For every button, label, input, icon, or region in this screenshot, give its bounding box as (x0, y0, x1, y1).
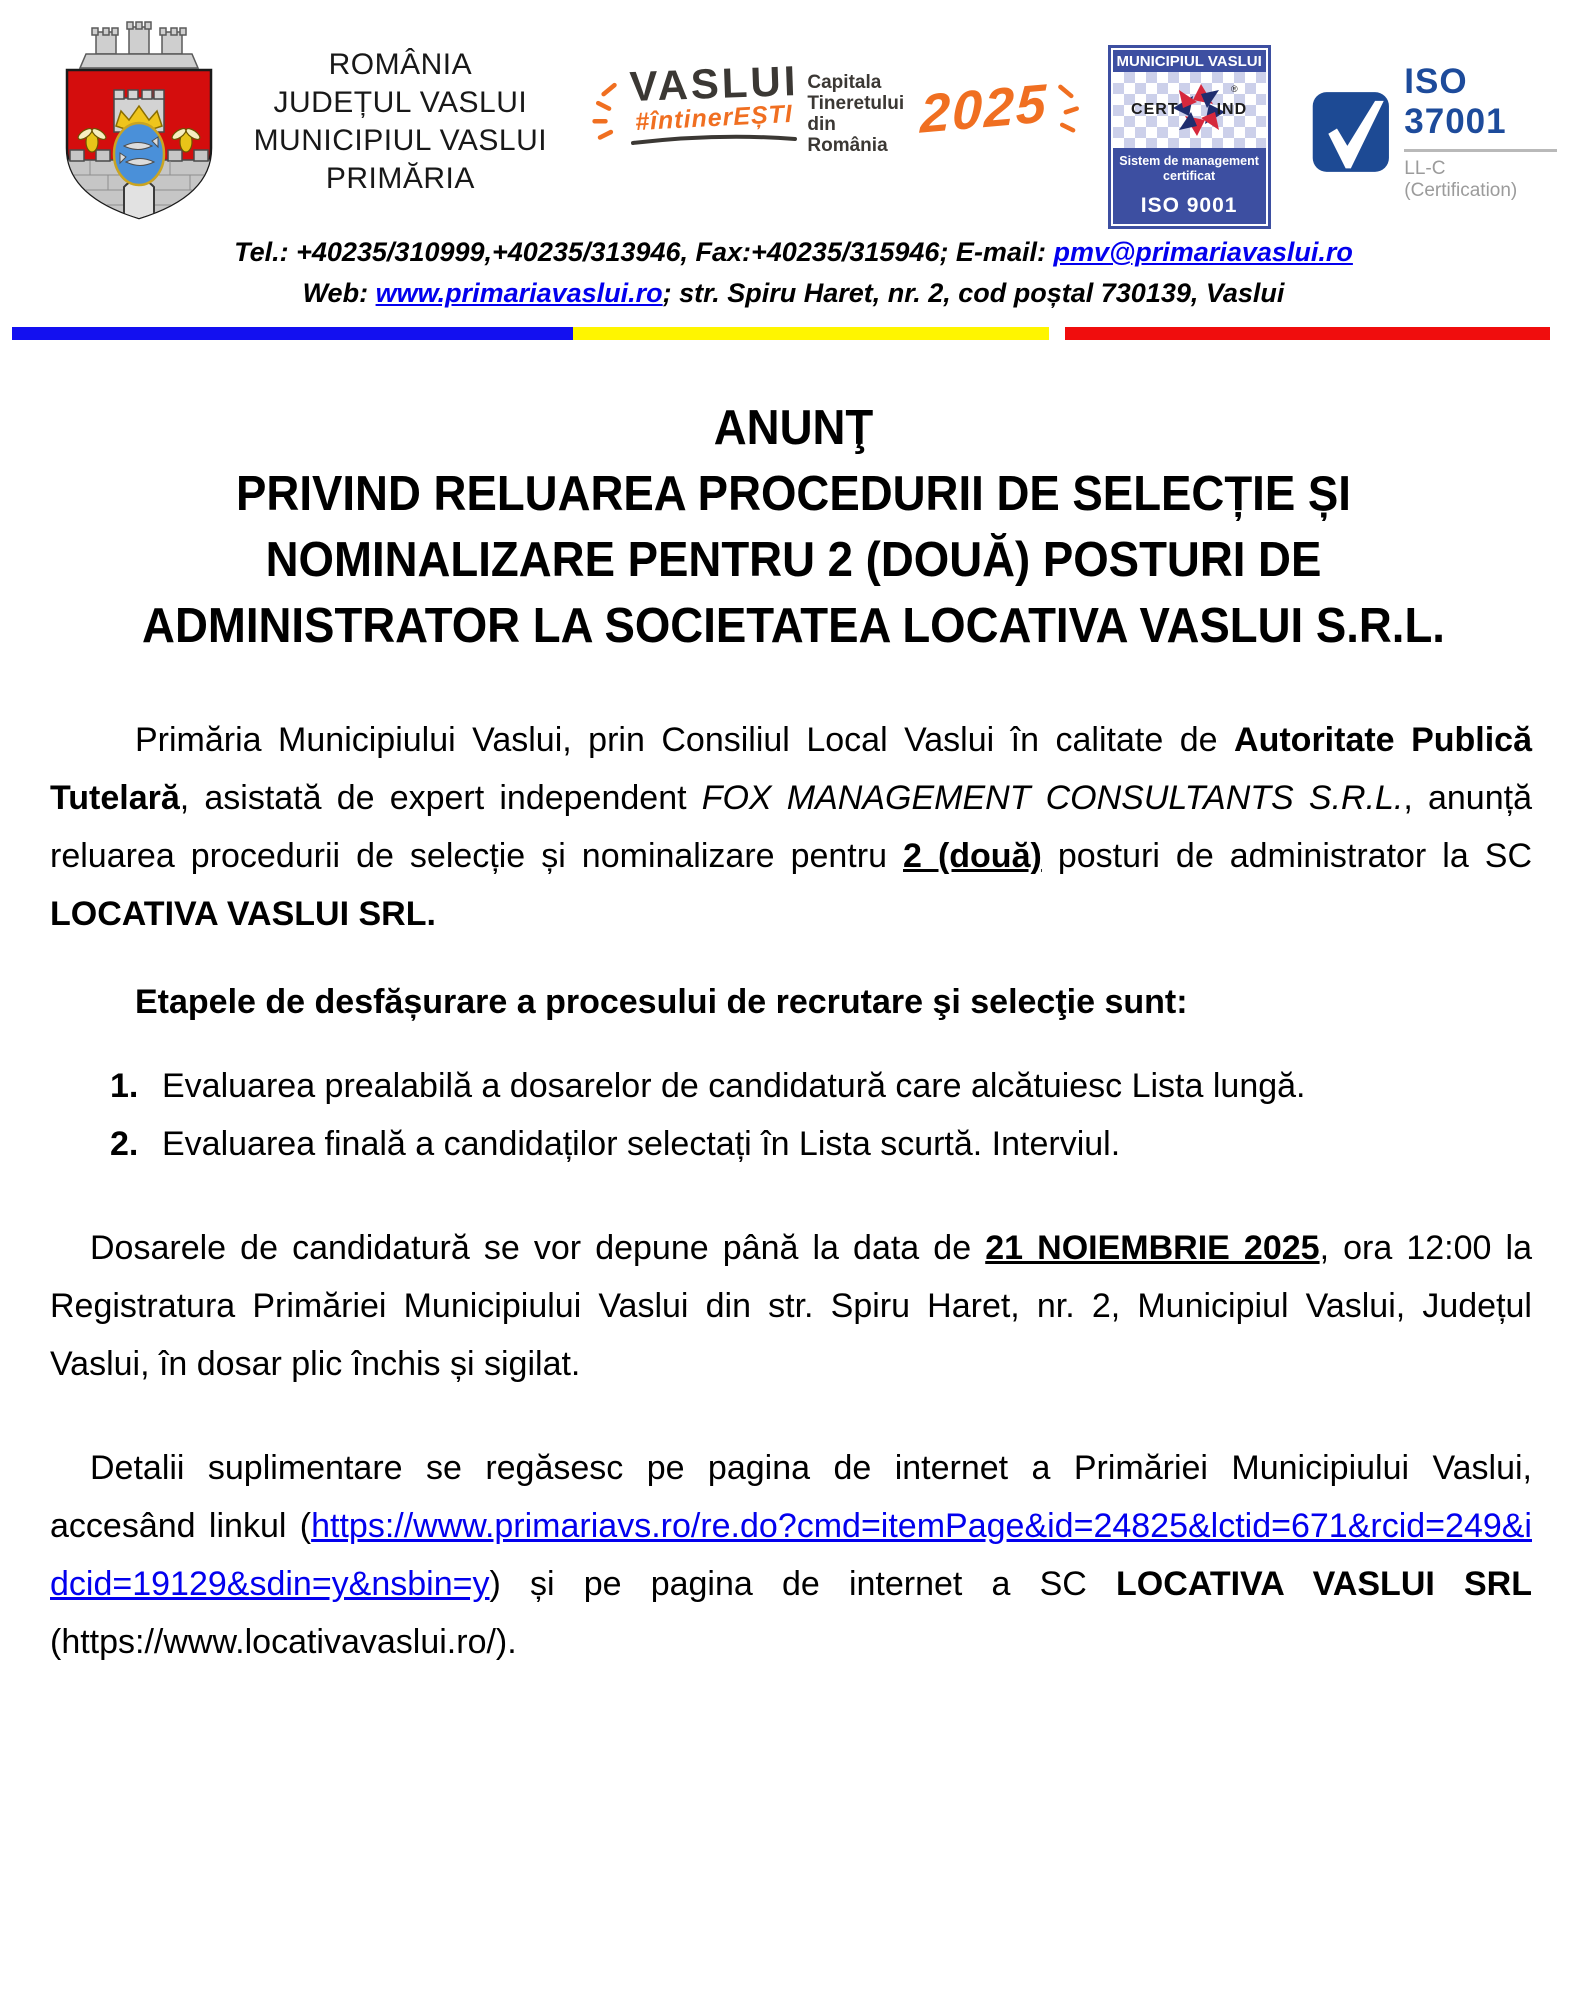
list-number: 1. (110, 1067, 139, 1105)
text-run: (https://www.locativavaslui.ro/). (50, 1623, 517, 1661)
institution-name-block (228, 46, 573, 198)
intineresti-hashtag: #întinerEȘTI (634, 99, 794, 137)
text-run: ; str. Spiru Haret, nr. 2, cod poștal 730139, Vaslui (662, 278, 1285, 308)
divider-rule (1404, 149, 1557, 152)
vaslui-coat-of-arms-icon (50, 20, 228, 230)
paragraph-intro (50, 711, 1532, 943)
list-item-text (162, 1057, 1532, 1115)
text-run: 2 (două) (903, 837, 1042, 875)
institution-line: JUDEȚUL VASLUI (273, 86, 528, 119)
contact-line-2 (0, 273, 1587, 314)
registered-mark: ® (1230, 84, 1238, 94)
text-run: Primăria Municipiului Vaslui, prin Consiliul Local Vaslui în calitate de (135, 721, 1235, 759)
stages-list (110, 1057, 1532, 1173)
list-item (110, 1115, 1532, 1173)
paragraph-deadline (50, 1219, 1532, 1393)
cert-label: CERT (1131, 101, 1179, 118)
hyperlink[interactable]: www.primariavaslui.ro (375, 278, 663, 308)
flag-gap (1049, 327, 1065, 340)
contact-info (0, 232, 1587, 314)
institution-line: ROMÂNIA (328, 48, 473, 81)
checkmark-badge-icon (1311, 82, 1391, 182)
iso37001-label: ISO 37001 (1404, 62, 1507, 141)
flag-blue-segment (12, 327, 573, 340)
sunburst-left-icon (591, 74, 622, 154)
certind-badge-title: MUNICIPIUL VASLUI (1113, 50, 1266, 72)
text-run: posturi de administrator la SC (1041, 837, 1532, 875)
contact-line-1 (0, 232, 1587, 273)
flag-yellow-segment (573, 327, 1049, 340)
title-line: ANUNŢ (713, 401, 874, 455)
certind-checker-area (1113, 72, 1266, 148)
list-item (110, 1057, 1532, 1115)
certind-subtitle: Sistem de management certificat (1113, 148, 1266, 186)
paragraph-details (50, 1439, 1532, 1671)
ind-label: IND (1216, 101, 1248, 118)
text-run: Autoritate Publică Tutelară (50, 721, 1532, 817)
title-line: PRIVIND RELUAREA PROCEDURII DE SELECȚIE ȘI (236, 467, 1351, 521)
text-run: 21 NOIEMBRIE 2025 (985, 1229, 1320, 1267)
institution-line: PRIMĂRIA (325, 162, 475, 195)
text-run: Tel.: +40235/310999,+40235/313946, Fax:+40235/315946; E-mail: (234, 237, 1054, 267)
llc-certification-label: LL-C (Certification) (1404, 158, 1518, 201)
institution-line: MUNICIPIUL VASLUI (253, 124, 548, 157)
vaslui-2025-logo (591, 57, 1082, 156)
text-run: Dosarele de candidatură se vor depune până la data de (90, 1229, 986, 1267)
text-run: , anunță reluarea procedurii de selecție și nominalizare pentru (50, 779, 1532, 875)
text-run: Evaluarea finală a candidaților selectați în Lista scurtă. Interviul. (162, 1125, 1121, 1163)
list-number: 2. (110, 1125, 139, 1163)
text-run: Detalii suplimentare se regăsesc pe pagina de internet a Primăriei Municipiului Vaslui, accesând linkul ( (50, 1449, 1532, 1545)
text-run: , ora 12:00 la Registratura Primăriei Municipiului Vaslui din str. Spiru Haret, nr. 2, Municipiul Vaslui, Județul Vaslui, în dosar plic închis și sigilat. (50, 1229, 1532, 1383)
hyperlink[interactable]: https://www.primariavs.ro/re.do?cmd=itemPage&id=24825&lctid=671&rcid=249&idcid=19129&sdin=y&nsbin=y (50, 1507, 1532, 1603)
capitala-tineretului-text: Capitala Tineretului din România (807, 72, 905, 156)
text-run: Web: (302, 278, 376, 308)
iso37001-llc-logo (1311, 62, 1557, 202)
stages-heading: Etapele de desfășurare a procesului de recrutare şi selecţie sunt: (135, 983, 1188, 1021)
year-2025: 2025 (920, 73, 1049, 145)
certind-iso9001-badge (1108, 45, 1271, 229)
title-line: NOMINALIZARE PENTRU 2 (DOUĂ) POSTURI DE (265, 533, 1322, 587)
hyperlink[interactable]: pmv@primariavaslui.ro (1053, 237, 1353, 267)
text-run: Evaluarea prealabilă a dosarelor de candidatură care alcătuiesc Lista lungă. (162, 1067, 1306, 1105)
text-run: , asistată de expert independent (179, 779, 702, 817)
announcement-title (0, 395, 1587, 659)
title-line: ADMINISTRATOR LA SOCIETATEA LOCATIVA VASLUI S.R.L. (142, 599, 1445, 653)
announcement-body (50, 711, 1532, 1671)
text-run: FOX MANAGEMENT CONSULTANTS S.R.L. (701, 779, 1404, 817)
text-run: LOCATIVA VASLUI SRL (1116, 1565, 1532, 1603)
list-item-text (162, 1115, 1532, 1173)
text-run: ) și pe pagina de internet a SC (489, 1565, 1117, 1603)
iso9001-label: ISO 9001 (1113, 186, 1266, 224)
vaslui-wordmark: VASLUI (629, 57, 800, 110)
text-run: LOCATIVA VASLUI SRL. (50, 895, 436, 933)
document-header (0, 0, 1587, 218)
romanian-flag-divider (12, 327, 1550, 340)
flag-red-segment (1065, 327, 1550, 340)
sunburst-right-icon (1055, 74, 1082, 154)
